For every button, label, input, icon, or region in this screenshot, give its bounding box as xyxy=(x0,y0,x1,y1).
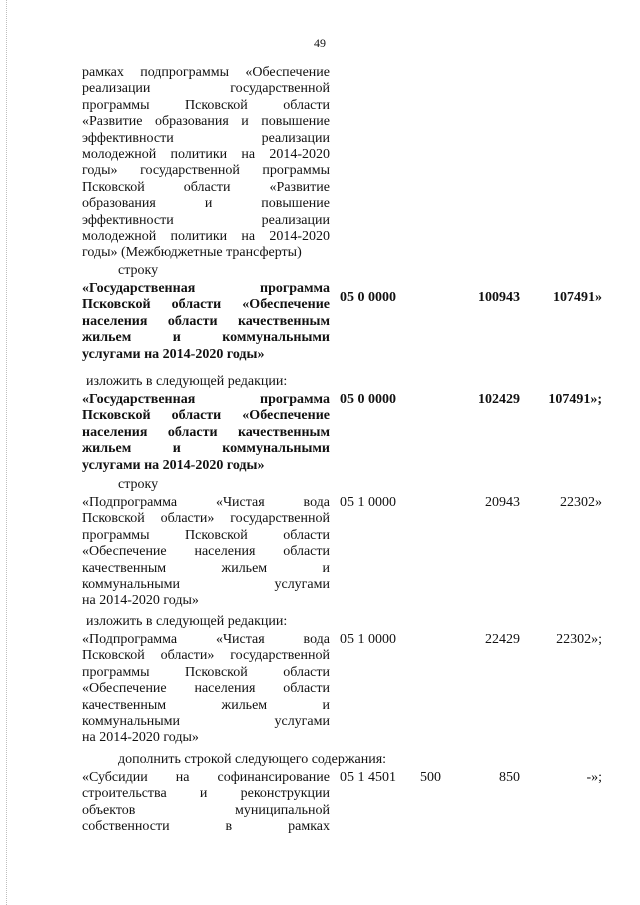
row-5-value-2: -»; xyxy=(586,770,602,785)
intro-line: Псковской области «Развитие xyxy=(82,179,330,195)
row-2-line: Псковской области «Обеспечение xyxy=(82,408,330,424)
row-5-line: «Субсидии на софинансирование xyxy=(82,770,330,785)
intro-line: молодежной политики на 2014-2020 xyxy=(82,229,330,245)
row-4-line: коммунальными услугами xyxy=(82,714,330,730)
row-4-value-2: 22302»; xyxy=(556,632,602,647)
intro-line: годы» (Межбюджетные трансферты) xyxy=(82,245,302,261)
row-1-value-1: 100943 xyxy=(478,290,520,305)
row-3-line: качественным жильем и xyxy=(82,560,330,576)
row-4-line: «Подпрограмма «Чистая вода xyxy=(82,632,330,647)
row-1-code: 05 0 0000 xyxy=(340,290,396,305)
intro-line: реализации государственной xyxy=(82,81,330,97)
row-5-name xyxy=(82,770,330,836)
row-4-line: «Обеспечение населения области xyxy=(82,681,330,697)
row-4-name xyxy=(82,632,330,747)
row-1-name xyxy=(82,281,330,363)
instruction-line: изложить в следующей редакции: xyxy=(86,374,288,389)
row-3-name xyxy=(82,495,330,610)
row-1-value-2: 107491» xyxy=(553,290,602,305)
row-4-line: на 2014-2020 годы» xyxy=(82,730,199,746)
row-1-line: услугами на 2014-2020 годы» xyxy=(82,346,265,362)
row-5-line: объектов муниципальной xyxy=(82,802,330,818)
intro-line: программы Псковской области xyxy=(82,97,330,113)
page-left-edge xyxy=(6,0,8,905)
row-1-line: жильем и коммунальными xyxy=(82,330,330,346)
row-3-code: 05 1 0000 xyxy=(340,495,396,510)
page-number: 49 xyxy=(314,36,326,50)
intro-line: рамках подпрограммы «Обеспечение xyxy=(82,65,330,80)
row-4-line: качественным жильем и xyxy=(82,697,330,713)
instruction-line: дополнить строкой следующего содержания: xyxy=(118,752,387,767)
row-5-type: 500 xyxy=(420,770,441,785)
intro-line: образования и повышение xyxy=(82,196,330,212)
row-3-line: программы Псковской области xyxy=(82,527,330,543)
row-1-line: «Государственная программа xyxy=(82,281,330,296)
intro-line: молодежной политики на 2014-2020 xyxy=(82,147,330,163)
row-5-line: собственности в рамках xyxy=(82,819,330,835)
row-4-value-1: 22429 xyxy=(485,632,520,647)
instruction-line: строку xyxy=(118,477,159,492)
row-3-value-2: 22302» xyxy=(560,495,602,510)
intro-text-block xyxy=(82,65,330,262)
row-3-line: на 2014-2020 годы» xyxy=(82,593,199,609)
row-3-line: Псковской области» государственной xyxy=(82,511,330,527)
row-4-line: Псковской области» государственной xyxy=(82,648,330,664)
instruction-line: строку xyxy=(118,263,159,278)
intro-line: эффективности реализации xyxy=(82,212,330,228)
row-4-line: программы Псковской области xyxy=(82,664,330,680)
row-2-value-1: 102429 xyxy=(478,392,520,407)
row-3-line: «Подпрограмма «Чистая вода xyxy=(82,495,330,510)
row-5-line: строительства и реконструкции xyxy=(82,786,330,802)
row-3-value-1: 20943 xyxy=(485,495,520,510)
instruction-line: изложить в следующей редакции: xyxy=(86,614,288,629)
intro-line: эффективности реализации xyxy=(82,130,330,146)
row-2-line: услугами на 2014-2020 годы» xyxy=(82,457,265,473)
row-3-line: коммунальными услугами xyxy=(82,577,330,593)
row-2-line: населения области качественным xyxy=(82,424,330,440)
row-2-code: 05 0 0000 xyxy=(340,392,396,407)
row-2-value-2: 107491»; xyxy=(548,392,602,407)
intro-line: годы» государственной программы xyxy=(82,163,330,179)
row-3-line: «Обеспечение населения области xyxy=(82,544,330,560)
row-2-name xyxy=(82,392,330,474)
row-1-line: Псковской области «Обеспечение xyxy=(82,297,330,313)
row-5-code: 05 1 4501 xyxy=(340,770,396,785)
row-2-line: «Государственная программа xyxy=(82,392,330,407)
row-1-line: населения области качественным xyxy=(82,313,330,329)
row-4-code: 05 1 0000 xyxy=(340,632,396,647)
intro-line: «Развитие образования и повышение xyxy=(82,114,330,130)
row-5-value-1: 850 xyxy=(499,770,520,785)
row-2-line: жильем и коммунальными xyxy=(82,441,330,457)
